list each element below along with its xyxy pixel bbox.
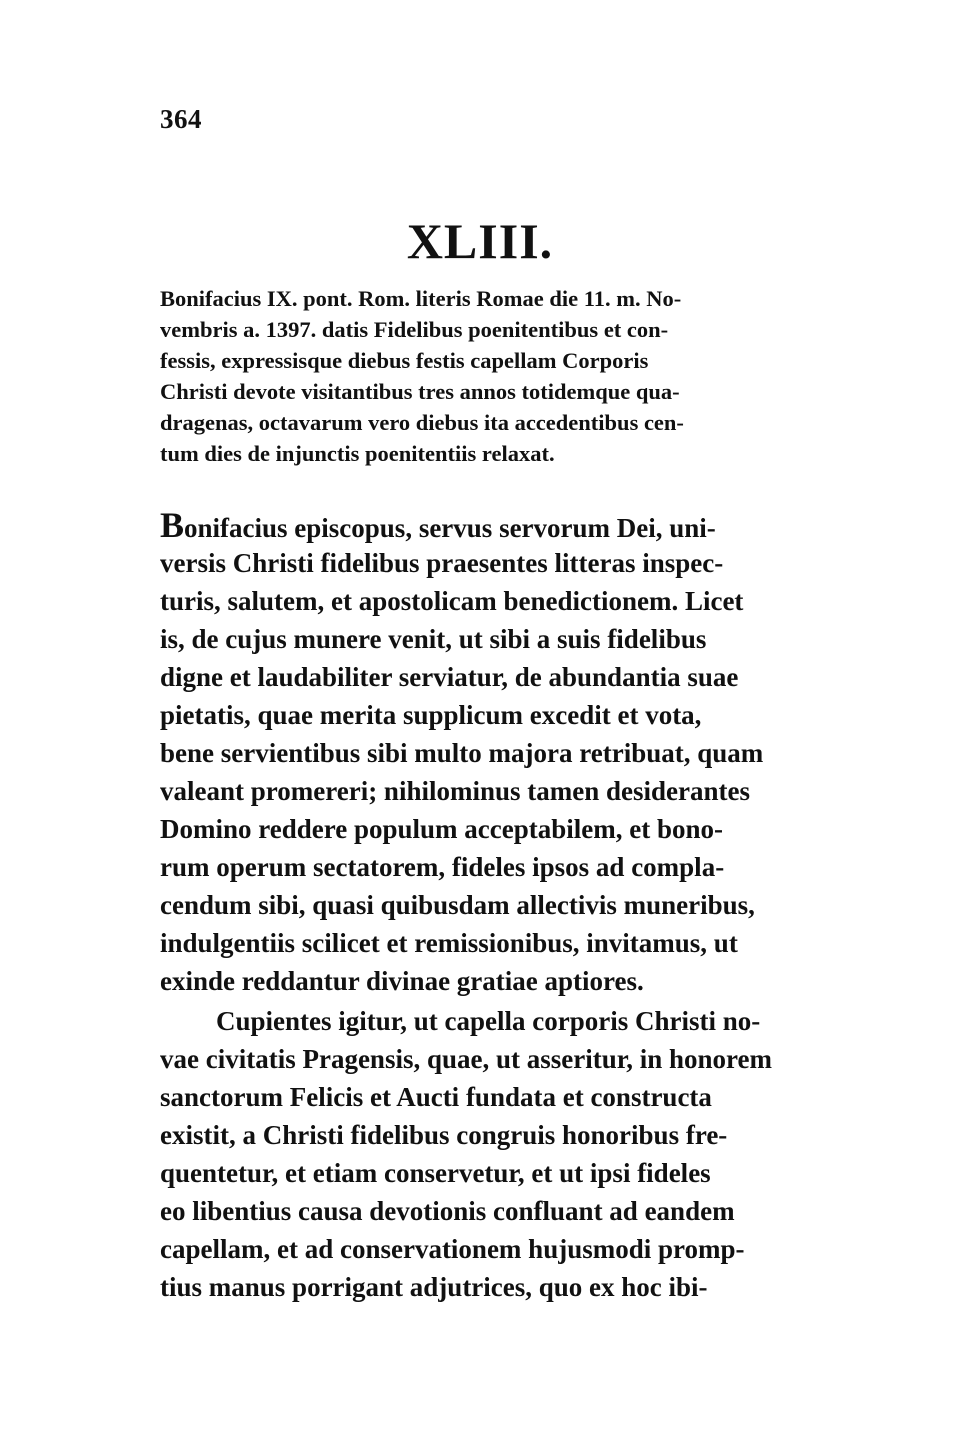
body-line: bene servientibus sibi multo majora retribuat, quam [160,738,764,768]
body-line: digne et laudabiliter serviatur, de abundantia suae [160,662,739,692]
regest-line: dragenas, octavarum vero diebus ita accedentibus cen- [160,410,684,435]
body-line: quentetur, et etiam conservetur, et ut ipsi fideles [160,1158,711,1188]
body-line: pietatis, quae merita supplicum excedit et vota, [160,700,702,730]
regest-line: fessis, expressisque diebus festis capellam Corporis [160,348,649,373]
regest-line: Christi devote visitantibus tres annos totidemque qua- [160,379,680,404]
regest-line: tum dies de injunctis poenitentiis relaxat. [160,441,555,466]
regest-line: vembris a. 1397. datis Fidelibus poenitentibus et con- [160,317,669,342]
body-line: is, de cujus munere venit, ut sibi a suis fidelibus [160,624,707,654]
body-line: vae civitatis Pragensis, quae, ut asseritur, in honorem [160,1044,772,1074]
body-line: eo libentius causa devotionis confluant ad eandem [160,1196,735,1226]
body-line: sanctorum Felicis et Aucti fundata et constructa [160,1082,712,1112]
page-number: 364 [160,104,202,134]
body-first-line [160,506,806,544]
body-line: valeant promereri; nihilominus tamen desiderantes [160,776,750,806]
body-line: rum operum sectatorem, fideles ipsos ad compla- [160,852,725,882]
body-line: Cupientes igitur, ut capella corporis Christi no- [216,1006,761,1036]
drop-cap-initial: B [160,505,185,545]
body-line: indulgentiis scilicet et remissionibus, invitamus, ut [160,928,738,958]
regest-summary [160,283,806,469]
body-line: existit, a Christi fidelibus congruis honoribus fre- [160,1120,728,1150]
document-body [160,506,806,1306]
body-first-line-text: onifacius episcopus, servus servorum Dei, uni- [184,513,716,543]
document-title: XLIII. [406,213,554,269]
body-line: exinde reddantur divinae gratiae aptiores. [160,966,644,996]
regest-line: Bonifacius IX. pont. Rom. literis Romae die 11. m. No- [160,286,682,311]
body-line: tius manus porrigant adjutrices, quo ex hoc ibi- [160,1272,708,1302]
body-line: Domino reddere populum acceptabilem, et bono- [160,814,723,844]
body-line: cendum sibi, quasi quibusdam allectivis muneribus, [160,890,755,920]
body-line: versis Christi fidelibus praesentes litteras inspec- [160,548,724,578]
body-line: turis, salutem, et apostolicam benedictionem. Licet [160,586,744,616]
body-line: capellam, et ad conservationem hujusmodi promp- [160,1234,745,1264]
